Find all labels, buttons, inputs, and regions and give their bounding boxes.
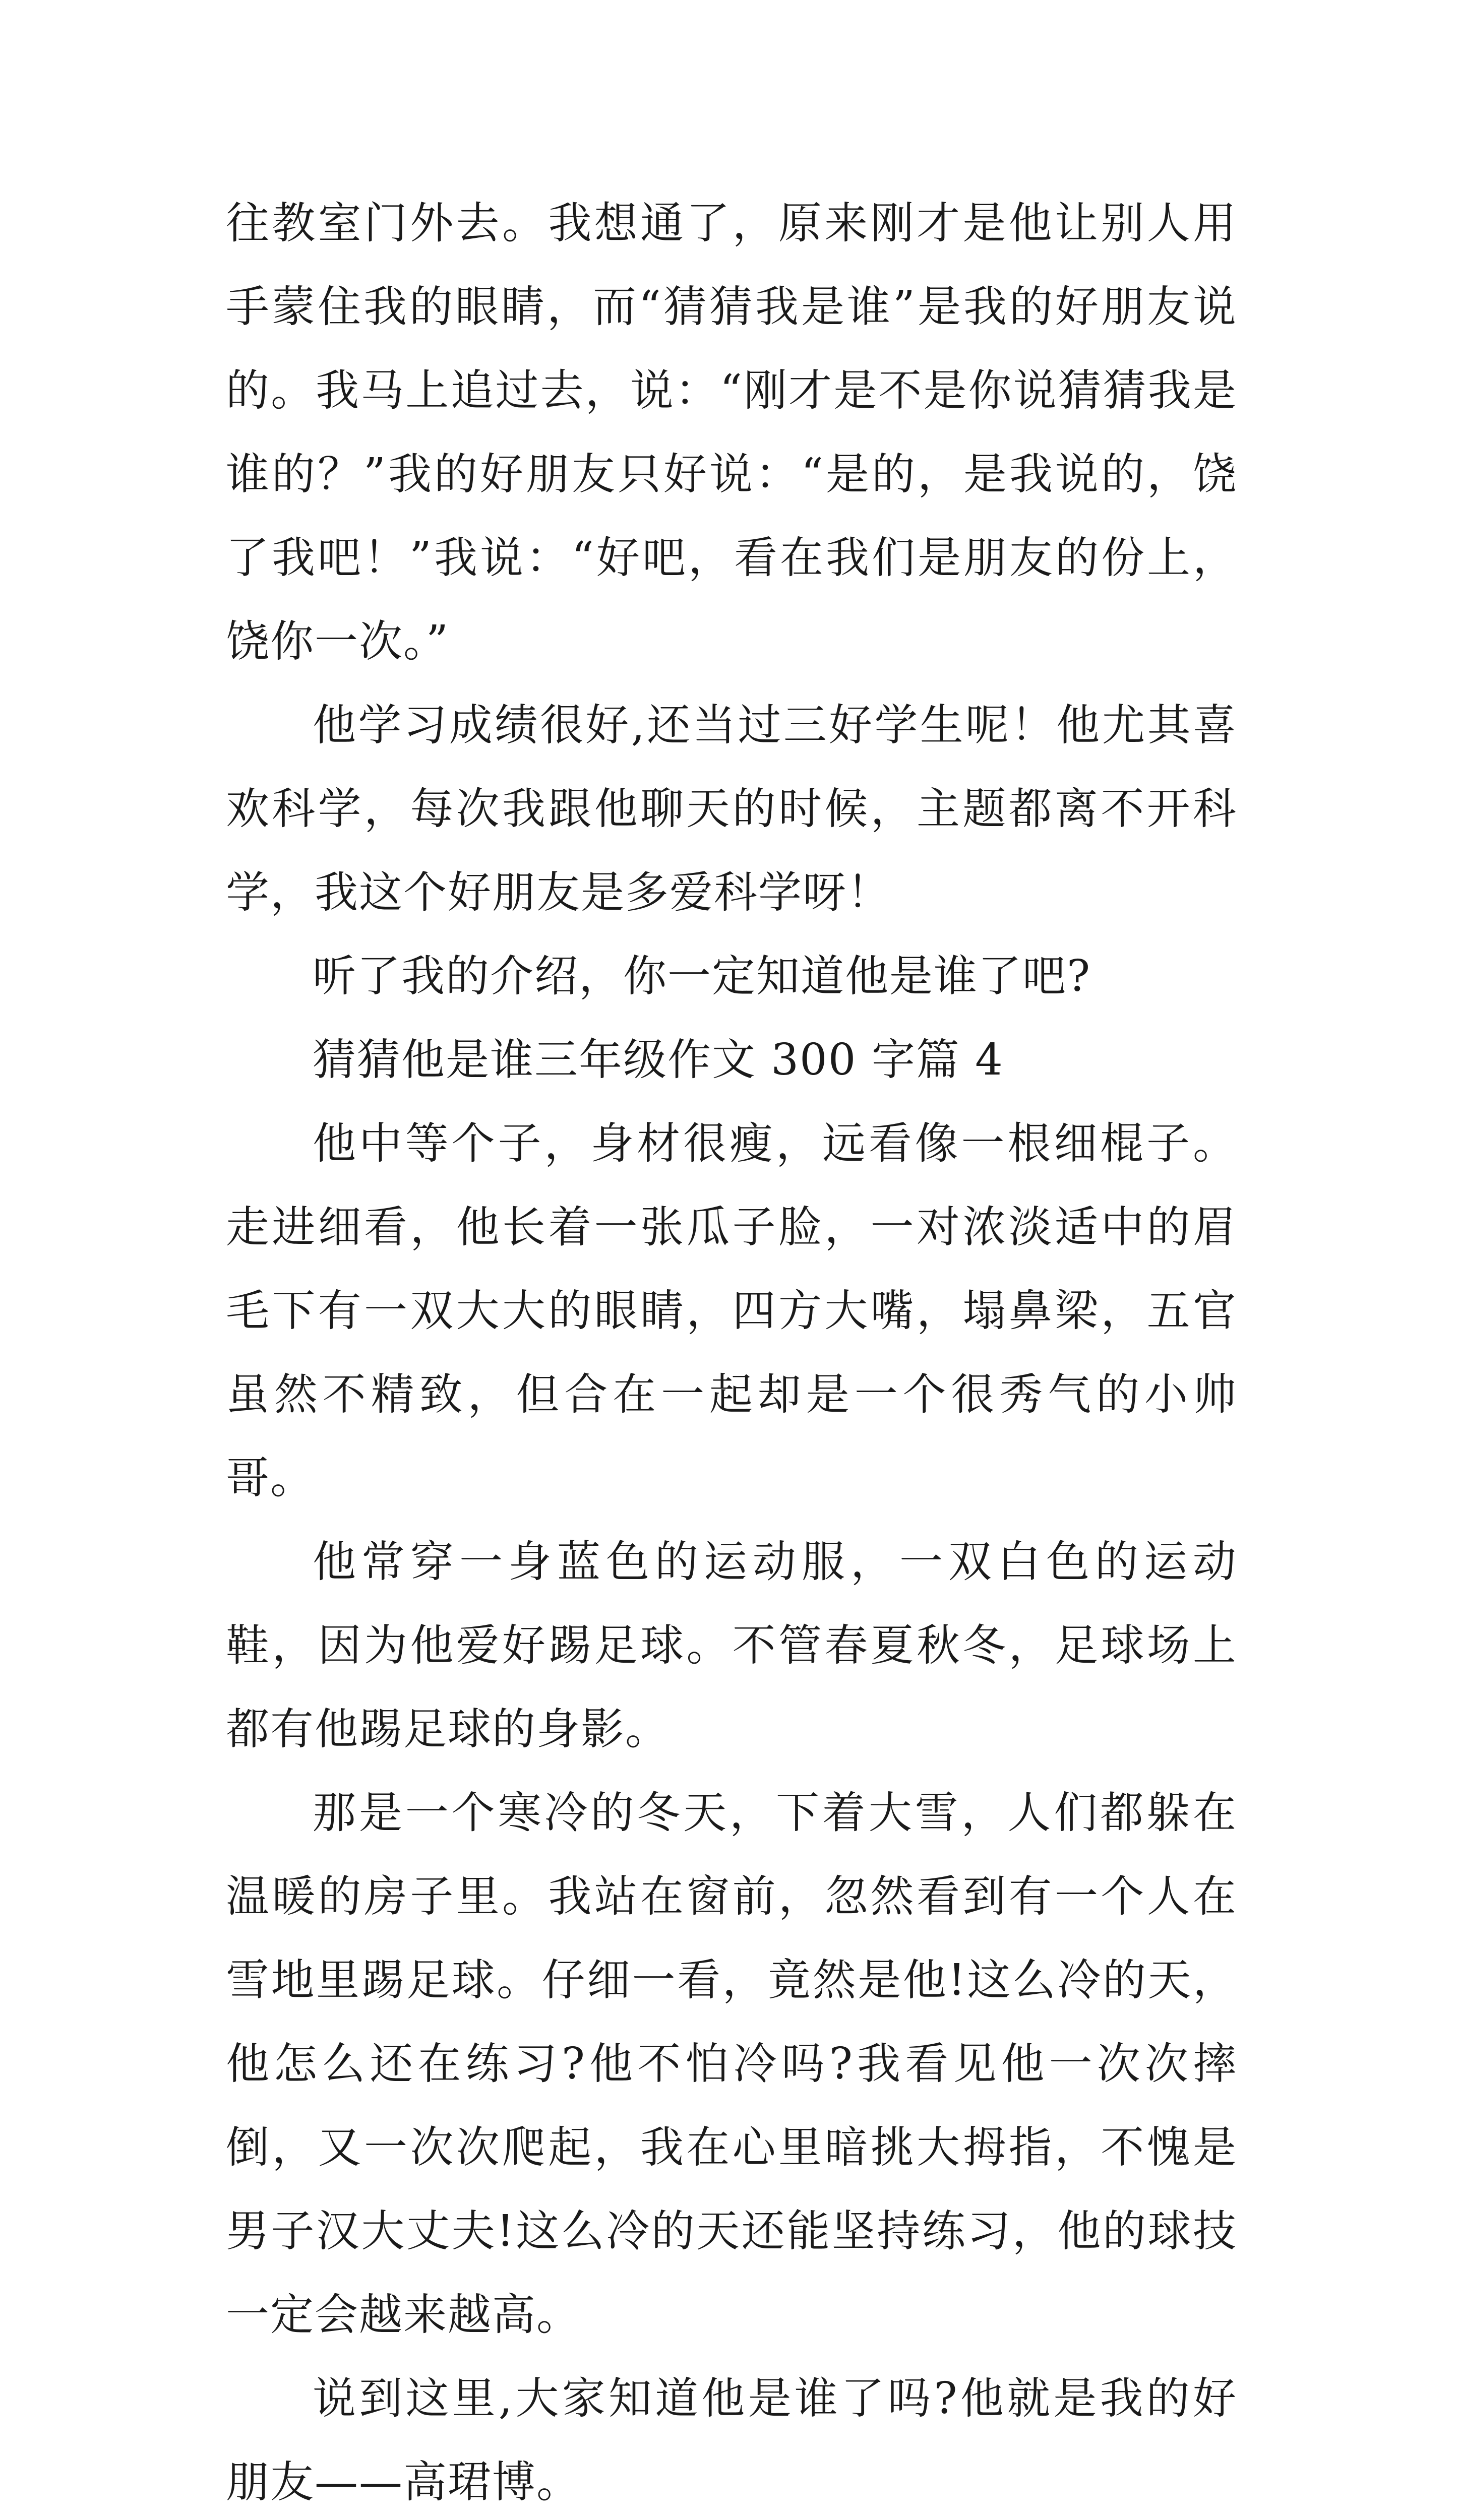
section-heading: 猜猜他是谁三年级作文 300 字篇 4 — [313, 1035, 1004, 1085]
paragraph-3: 听了我的介绍，你一定知道他是谁了吧? — [313, 951, 1091, 1001]
document-body — [226, 181, 1237, 2520]
paragraph-1: 往教室门外去。我想通了，原来刚才是他让别人用手蒙住我的眼睛，而“猜猜我是谁”是我的好朋友说的。我马上追过去，说：“刚才是不是你说猜猜我是谁的？”我的好朋友只好说：“是的，是我说的，饶了我吧！”我说：“好吧，看在我们是朋友的份上，饶你一次。” — [226, 198, 1237, 667]
paragraph-2: 他学习成绩很好,还当过三好学生呢！他尤其喜欢科学，每次我跟他聊天的时候，主题都离不开科学，我这个好朋友是多爱科学呀！ — [226, 700, 1237, 918]
paragraph-7: 说到这里,大家知道他是谁了吗?他就是我的好朋友——高珺博。 — [226, 2373, 1237, 2507]
paragraph-6: 那是一个寒冷的冬天，下着大雪，人们都躲在温暖的房子里。我站在窗前，忽然看到有一个人在雪地里踢足球。仔细一看，竟然是他!这么冷的天，他怎么还在练习?他不怕冷吗?我看见他一次次摔倒，又一次次爬起，我在心里暗挑大拇指，不愧是男子汉大丈夫!这么冷的天还能坚持练习，他的球技一定会越来越高。 — [226, 1788, 1237, 2340]
paragraph-4: 他中等个子，身材很瘦，远看像一根细棍子。走进细看，他长着一张瓜子脸，一对浓淡适中的眉毛下有一双大大的眼睛，四方大嘴，塌鼻梁，五官虽然不精致，但合在一起却是一个很秀气的小帅哥。 — [226, 1118, 1237, 1503]
paragraph-5: 他常穿一身蓝色的运动服，一双白色的运动鞋，因为他爱好踢足球。不管春夏秋冬，足球场上都有他踢足球的身影。 — [226, 1537, 1237, 1754]
